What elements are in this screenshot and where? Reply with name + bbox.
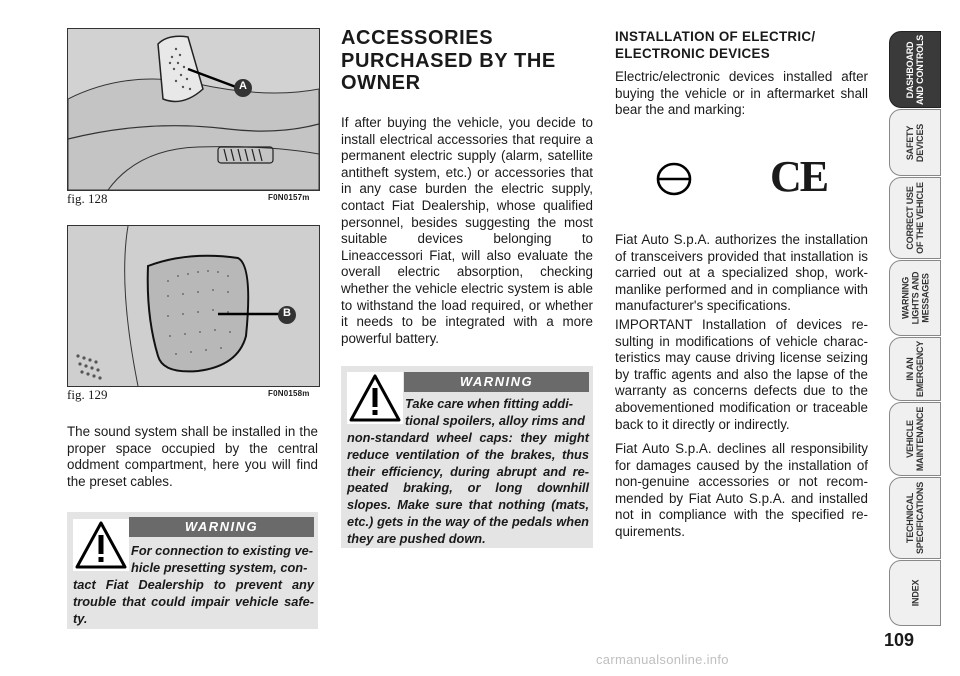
authorization-paragraph: Fiat Auto S.p.A. authorizes the installation of transceivers provided that installation is carried out at a specialized shop, work-manlike performed and in compliance with manufacturer's specifications. <box>615 232 868 314</box>
tab-vehicle-maintenance[interactable] <box>889 402 941 476</box>
figure-129-code: F0N0158m <box>268 389 310 398</box>
warning-icon <box>347 372 403 424</box>
warning-icon <box>73 519 129 571</box>
installation-heading: INSTALLATION OF ELECTRIC/ ELECTRONIC DEVICES <box>615 29 816 61</box>
watermark: carmanualsonline.info <box>596 652 729 667</box>
figure-marker-a: A <box>239 80 247 92</box>
figure-129-image <box>67 225 320 387</box>
tab-label: SAFETY DEVICES <box>905 123 925 162</box>
important-paragraph: IMPORTANT Installation of devices re-sulting in modifications of vehicle charac-teristics may cause driving license seizing by traffic agents and also the lapse of the warranty as concerns defects due to the abovementioned modification or traceable back to it directly or indirectly. <box>615 317 868 432</box>
tab-dashboard-and-controls[interactable] <box>889 31 941 108</box>
tab-safety-devices[interactable] <box>889 109 941 176</box>
warning-triangle-frame <box>347 372 403 424</box>
tab-in-an-emergency[interactable] <box>889 337 941 401</box>
ce-mark: CE <box>770 152 828 201</box>
warning-label: WARNING <box>129 517 314 537</box>
accessories-paragraph: If after buying the vehicle, you decide to install electrical accessories that require a permanent electric supply (alarm, satellite antitheft system, etc.) or accessories that in any case burden the electric supply, contact Fiat Dealership, whose qualified personnel, besides suggesting the most suitable devices belonging to Lineaccessori Fiat, will also evaluate the overall electric absorption, checking whether the vehicle electric system is able to withstand the load required, or whether it needs to be integrated with a more powerful battery. <box>341 115 593 346</box>
tab-correct-use[interactable] <box>889 177 941 259</box>
tab-label: TECHNICAL SPECIFICATIONS <box>905 481 926 555</box>
warning-text-line2: tional spoilers, alloy rims and <box>405 413 585 428</box>
speaker-door-illustration <box>68 226 319 386</box>
e-mark-icon <box>650 158 698 200</box>
figure-marker-b: B <box>283 307 291 319</box>
tab-technical-specifications[interactable] <box>889 477 941 559</box>
tab-label: CORRECT USE OF THE VEHICLE <box>905 182 925 254</box>
figure-129-caption: fig. 129 <box>67 387 108 402</box>
speaker-tweeter-illustration <box>68 29 319 190</box>
figure-128-caption: fig. 128 <box>67 191 108 206</box>
warning-box-spoilers <box>341 366 593 548</box>
tab-label: WARNING LIGHTS AND MESSAGES <box>900 271 931 325</box>
warning-text-line1: For connection to existing ve- <box>131 543 314 558</box>
tab-index[interactable] <box>889 560 941 626</box>
installation-intro: Electric/electronic devices installed after buying the vehicle or in aftermarket shall bear the and marking: <box>615 69 868 118</box>
responsibility-paragraph: Fiat Auto S.p.A. declines all responsibility for damages caused by the installation of non-genuine accessories or not recom-mended by Fiat Auto S.p.A. and installed not in compliance with the specified re-quirements. <box>615 441 868 539</box>
tab-warning-lights[interactable] <box>889 260 941 336</box>
warning-triangle-frame <box>73 519 129 571</box>
sound-system-paragraph: The sound system shall be installed in the proper space occupied by the central oddment compartment, here you will find the preset cables. <box>67 424 318 489</box>
tab-label: DASHBOARD AND CONTROLS <box>905 34 926 105</box>
warning-text-line2: hicle presetting system, con- <box>131 560 308 575</box>
page-number: 109 <box>884 630 915 650</box>
figure-128-image <box>67 28 320 191</box>
warning-text-line1: Take care when fitting addi- <box>405 396 574 411</box>
tab-label: IN AN EMERGENCY <box>905 340 925 398</box>
figure-128-code: F0N0157m <box>268 193 310 202</box>
warning-label: WARNING <box>404 372 589 392</box>
tab-label: INDEX <box>909 579 920 607</box>
warning-box-electrical <box>67 512 318 629</box>
warning-text-body: tact Fiat Dealership to prevent any trouble that could impair vehicle safe-ty. <box>73 577 314 626</box>
accessories-heading: ACCESSORIES PURCHASED BY THE OWNER <box>341 27 556 94</box>
tab-label: VEHICLE MAINTENANCE <box>905 406 925 472</box>
warning-text-body: non-standard wheel caps: they might reduce ventilation of the brakes, thus their efficiency, during abrupt and re-peated braking, or long downhill slopes. Make sure that nothing (mats, etc.) gets in the way of the pedals when they are pushed down. <box>347 430 589 546</box>
